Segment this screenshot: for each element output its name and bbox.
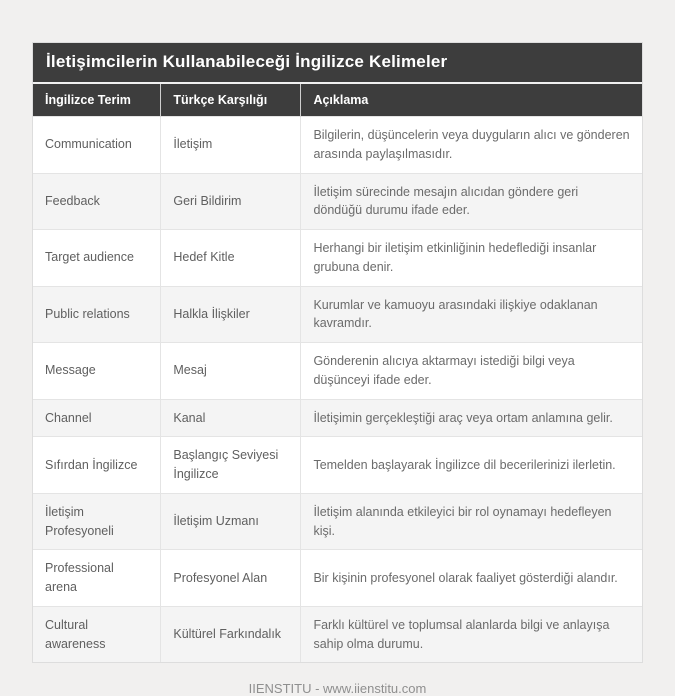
table-row [33, 343, 642, 400]
column-header-english-term: İngilizce Terim [33, 84, 161, 117]
page-title: İletişimcilerin Kullanabileceği İngilizce Kelimeler [46, 52, 448, 71]
cell-turkish: İletişim [161, 117, 301, 174]
table-row [33, 437, 642, 494]
table-row [33, 173, 642, 230]
cell-term: İletişim Profesyoneli [33, 493, 161, 550]
table-row [33, 493, 642, 550]
cell-description: İletişim sürecinde mesajın alıcıdan göndere geri döndüğü durumu ifade eder. [301, 173, 642, 230]
footer [0, 681, 675, 696]
cell-term: Feedback [33, 173, 161, 230]
cell-turkish: Hedef Kitle [161, 230, 301, 287]
cell-description: İletişim alanında etkileyici bir rol oynamayı hedefleyen kişi. [301, 493, 642, 550]
footer-text: IIENSTITU - www.iienstitu.com [248, 681, 427, 696]
cell-term: Channel [33, 399, 161, 437]
cell-description: Herhangi bir iletişim etkinliğinin hedeflediği insanlar grubuna denir. [301, 230, 642, 287]
table-row [33, 606, 642, 662]
table-body [33, 117, 642, 663]
table-row [33, 399, 642, 437]
vocab-table-card [32, 42, 643, 663]
cell-description: Gönderenin alıcıya aktarmayı istediği bilgi veya düşünceyi ifade eder. [301, 343, 642, 400]
table-row [33, 230, 642, 287]
cell-description: İletişimin gerçekleştiği araç veya ortam anlamına gelir. [301, 399, 642, 437]
cell-turkish: Halkla İlişkiler [161, 286, 301, 343]
header-row [33, 84, 642, 117]
cell-turkish: Mesaj [161, 343, 301, 400]
cell-turkish: Profesyonel Alan [161, 550, 301, 607]
table-title-bar [33, 43, 642, 84]
column-header-turkish-equivalent: Türkçe Karşılığı [161, 84, 301, 117]
cell-term: Public relations [33, 286, 161, 343]
cell-turkish: İletişim Uzmanı [161, 493, 301, 550]
column-header-description: Açıklama [301, 84, 642, 117]
cell-term: Communication [33, 117, 161, 174]
cell-term: Sıfırdan İngilizce [33, 437, 161, 494]
cell-turkish: Kültürel Farkındalık [161, 606, 301, 662]
table-row [33, 286, 642, 343]
cell-turkish: Kanal [161, 399, 301, 437]
cell-description: Bir kişinin profesyonel olarak faaliyet gösterdiği alandır. [301, 550, 642, 607]
vocab-table [33, 84, 642, 662]
cell-term: Target audience [33, 230, 161, 287]
cell-description: Farklı kültürel ve toplumsal alanlarda bilgi ve anlayışa sahip olma durumu. [301, 606, 642, 662]
cell-term: Cultural awareness [33, 606, 161, 662]
table-row [33, 550, 642, 607]
cell-term: Message [33, 343, 161, 400]
cell-turkish: Geri Bildirim [161, 173, 301, 230]
cell-description: Kurumlar ve kamuoyu arasındaki ilişkiye odaklanan kavramdır. [301, 286, 642, 343]
cell-description: Temelden başlayarak İngilizce dil becerilerinizi ilerletin. [301, 437, 642, 494]
cell-turkish: Başlangıç Seviyesi İngilizce [161, 437, 301, 494]
cell-term: Professional arena [33, 550, 161, 607]
table-row [33, 117, 642, 174]
cell-description: Bilgilerin, düşüncelerin veya duyguların alıcı ve gönderen arasında paylaşılmasıdır. [301, 117, 642, 174]
